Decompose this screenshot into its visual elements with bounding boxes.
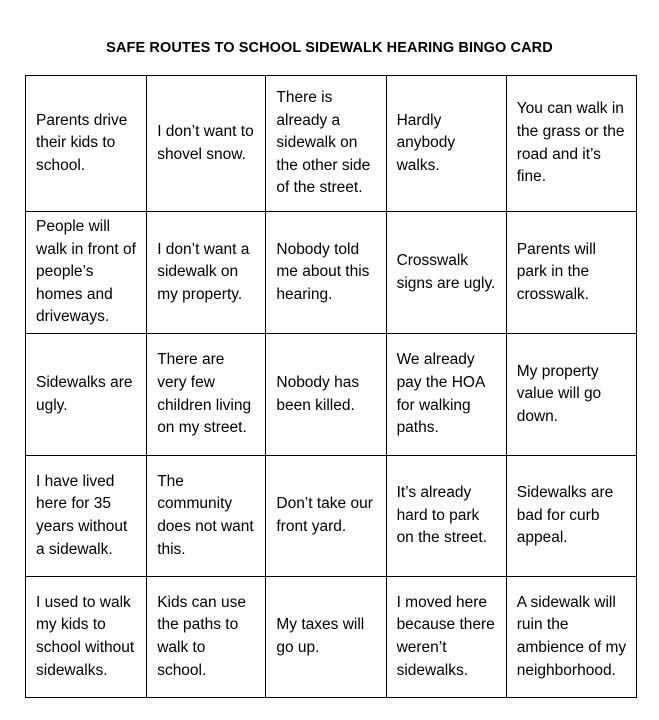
bingo-cell: Kids can use the paths to walk to school. <box>147 577 266 698</box>
bingo-cell: Sidewalks are ugly. <box>26 334 147 456</box>
bingo-cell: The community does not want this. <box>147 456 266 577</box>
bingo-row <box>26 76 637 212</box>
bingo-cell: People will walk in front of people’s homes and driveways. <box>26 212 147 334</box>
bingo-cell: There is already a sidewalk on the other side of the street. <box>266 76 386 212</box>
bingo-row <box>26 212 637 334</box>
bingo-cell: Don’t take our front yard. <box>266 456 386 577</box>
bingo-cell: It’s already hard to park on the street. <box>386 456 506 577</box>
bingo-grid <box>25 75 637 698</box>
bingo-cell: Nobody has been killed. <box>266 334 386 456</box>
bingo-cell: Hardly anybody walks. <box>386 76 506 212</box>
bingo-cell: Sidewalks are bad for curb appeal. <box>506 456 636 577</box>
bingo-row <box>26 456 637 577</box>
bingo-cell: A sidewalk will ruin the ambience of my neighborhood. <box>506 577 636 698</box>
bingo-cell: Parents will park in the crosswalk. <box>506 212 636 334</box>
bingo-row <box>26 334 637 456</box>
bingo-row <box>26 577 637 698</box>
bingo-cell: We already pay the HOA for walking paths. <box>386 334 506 456</box>
bingo-cell: I don’t want a sidewalk on my property. <box>147 212 266 334</box>
bingo-cell: I have lived here for 35 years without a sidewalk. <box>26 456 147 577</box>
bingo-cell: Nobody told me about this hearing. <box>266 212 386 334</box>
bingo-cell: My taxes will go up. <box>266 577 386 698</box>
bingo-cell: I don’t want to shovel snow. <box>147 76 266 212</box>
bingo-cell: Parents drive their kids to school. <box>26 76 147 212</box>
bingo-cell: You can walk in the grass or the road and it’s fine. <box>506 76 636 212</box>
bingo-cell: My property value will go down. <box>506 334 636 456</box>
bingo-cell: Crosswalk signs are ugly. <box>386 212 506 334</box>
bingo-cell: I moved here because there weren’t sidewalks. <box>386 577 506 698</box>
bingo-cell: I used to walk my kids to school without sidewalks. <box>26 577 147 698</box>
card-title: SAFE ROUTES TO SCHOOL SIDEWALK HEARING BINGO CARD <box>106 40 553 56</box>
bingo-cell: There are very few children living on my street. <box>147 334 266 456</box>
